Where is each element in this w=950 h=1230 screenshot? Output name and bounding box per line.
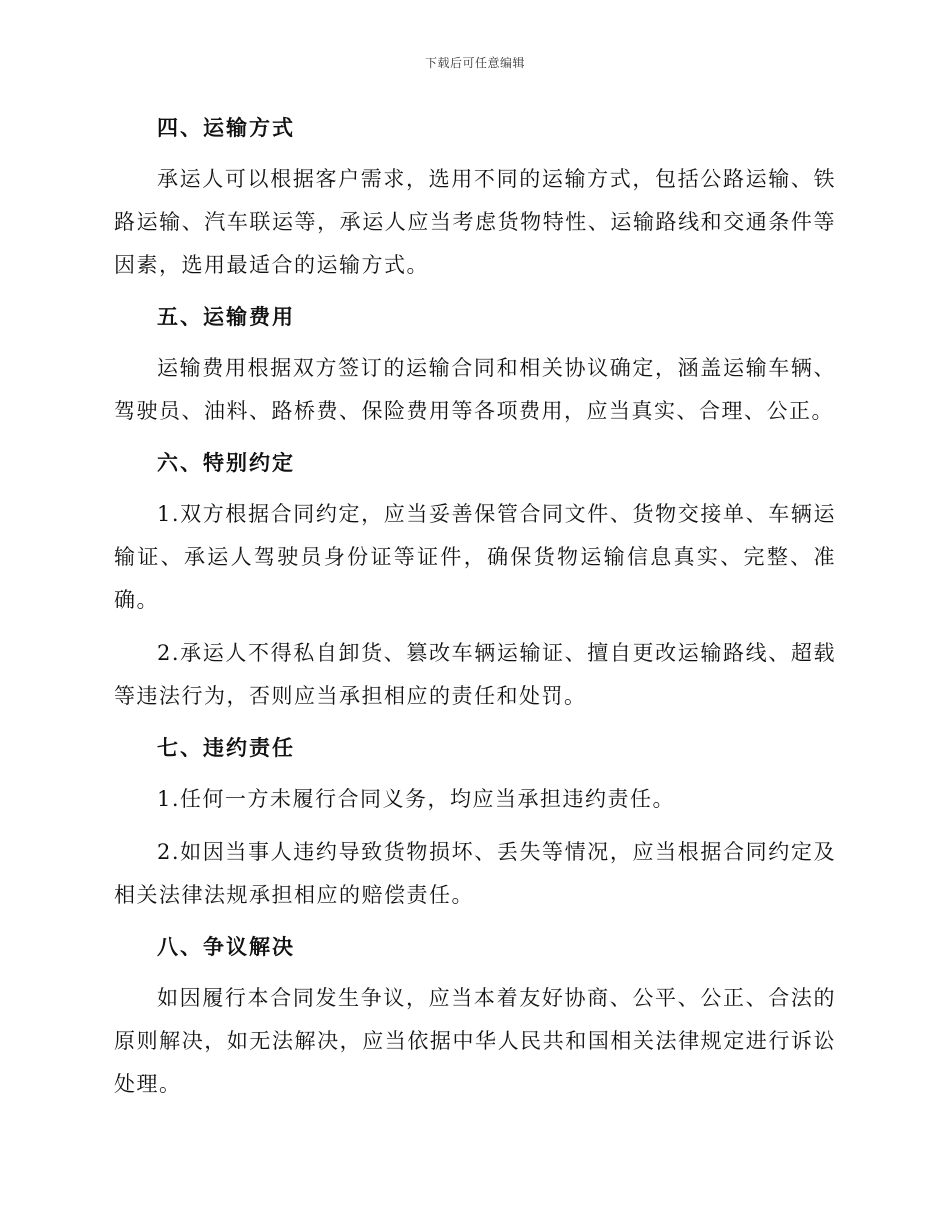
header-note: 下载后可任意编辑: [424, 56, 525, 70]
section-heading: 五、运输费用: [157, 304, 295, 329]
section-dispute-resolution: [114, 927, 836, 1106]
section-paragraph: 1.双方根据合同约定，应当妥善保管合同文件、货物交接单、车辆运输证、承运人驾驶员身份证等证件，确保货物运输信息真实、完整、准确。: [114, 502, 836, 612]
section-paragraph: 如因履行本合同发生争议，应当本着友好协商、公平、公正、合法的原则解决，如无法解决，应当依据中华人民共和国相关法律规定进行诉讼处理。: [114, 986, 836, 1096]
section-transport-fees: [114, 297, 836, 433]
section-heading: 八、争议解决: [157, 934, 295, 959]
section-heading: 四、运输方式: [157, 115, 295, 140]
section-transport-method: [114, 108, 836, 287]
section-paragraph: 运输费用根据双方签订的运输合同和相关协议确定，涵盖运输车辆、驾驶员、油料、路桥费、保险费用等各项费用，应当真实、合理、公正。: [114, 356, 836, 423]
section-paragraph: 1.任何一方未履行合同义务，均应当承担违约责任。: [157, 787, 676, 811]
section-heading: 七、违约责任: [157, 735, 295, 760]
section-special-agreements: [114, 443, 836, 718]
section-heading: 六、特别约定: [157, 450, 295, 475]
document-body: [114, 108, 836, 1116]
section-paragraph: 2.如因当事人违约导致货物损坏、丢失等情况，应当根据合同约定及相关法律法规承担相应的赔偿责任。: [114, 840, 836, 907]
section-breach-liability: [114, 728, 836, 917]
section-paragraph: 承运人可以根据客户需求，选用不同的运输方式，包括公路运输、铁路运输、汽车联运等，承运人应当考虑货物特性、运输路线和交通条件等因素，选用最适合的运输方式。: [114, 167, 836, 277]
section-paragraph: 2.承运人不得私自卸货、篡改车辆运输证、擅自更改运输路线、超载等违法行为，否则应当承担相应的责任和处罚。: [114, 641, 836, 708]
